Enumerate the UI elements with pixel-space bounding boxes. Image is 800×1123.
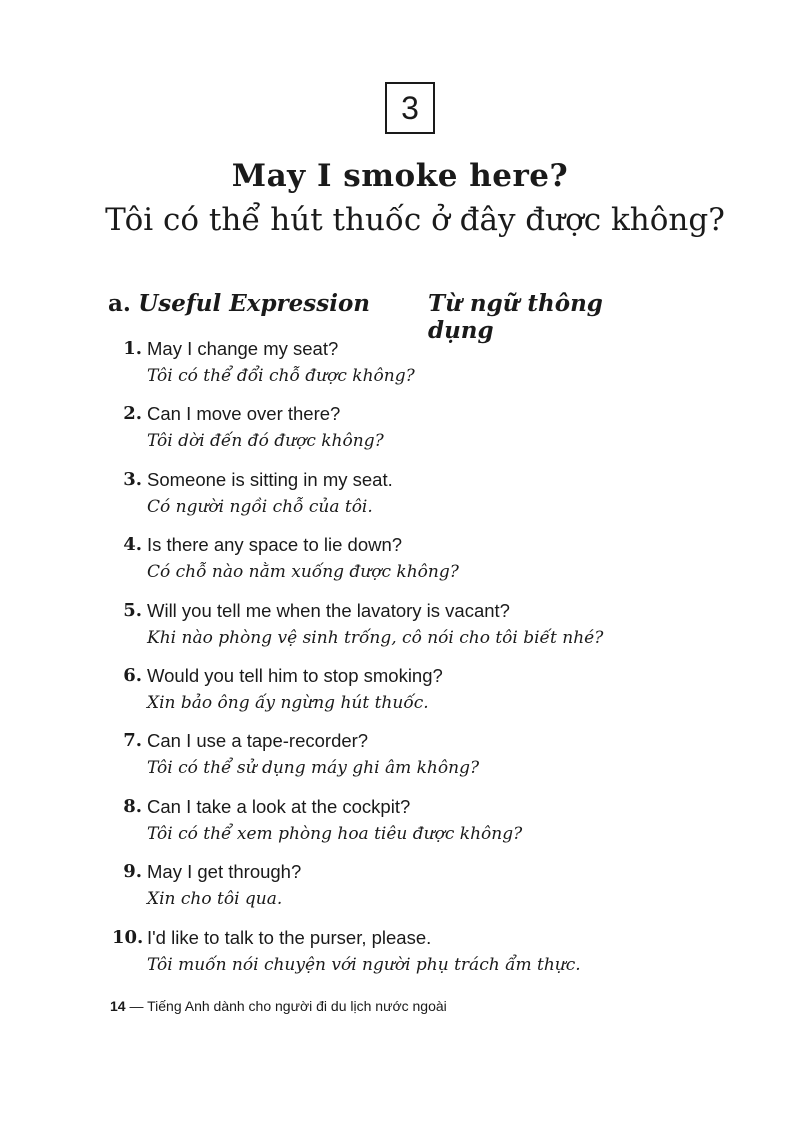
- list-item: [112, 925, 712, 990]
- list-item: [112, 663, 712, 728]
- list-item: [112, 336, 712, 401]
- section-letter: a.: [108, 290, 131, 317]
- vietnamese-translation: Xin bảo ông ấy ngừng hút thuốc.: [147, 692, 429, 713]
- item-number: 10.: [112, 926, 144, 948]
- list-item: [112, 859, 712, 924]
- page-footer: [110, 998, 447, 1014]
- english-phrase: Will you tell me when the lavatory is vacant?: [147, 599, 510, 621]
- english-phrase: May I change my seat?: [147, 338, 339, 359]
- item-number: 9.: [123, 861, 142, 883]
- list-item: [112, 598, 712, 663]
- english-phrase: May I get through?: [147, 861, 302, 883]
- book-title: Tiếng Anh dành cho người đi du lịch nước ngoài: [147, 998, 447, 1014]
- english-phrase: Is there any space to lie down?: [147, 534, 403, 556]
- english-phrase: I'd like to talk to the purser, please.: [147, 926, 432, 948]
- footer-separator: —: [129, 998, 144, 1014]
- vietnamese-translation: Tôi có thể xem phòng hoa tiêu được không?: [147, 823, 523, 844]
- vietnamese-translation: Tôi dời đến đó được không?: [147, 431, 384, 452]
- vietnamese-translation: Tôi có thể sử dụng máy ghi âm không?: [147, 758, 480, 779]
- vietnamese-translation: Có chỗ nào nằm xuống được không?: [147, 562, 459, 583]
- english-phrase: Can I move over there?: [147, 403, 341, 425]
- title-english: May I smoke here?: [231, 158, 569, 194]
- item-number: 8.: [123, 795, 142, 817]
- vietnamese-translation: Tôi có thể đổi chỗ được không?: [147, 366, 415, 386]
- english-phrase: Someone is sitting in my seat.: [147, 468, 393, 490]
- list-item: [112, 532, 712, 597]
- vietnamese-translation: Tôi muốn nói chuyện với người phụ trách ẩm thực.: [147, 954, 581, 975]
- vietnamese-translation: Xin cho tôi qua.: [147, 889, 283, 910]
- section-title-vietnamese: Từ ngữ thông dụng: [428, 290, 603, 344]
- english-phrase: Would you tell him to stop smoking?: [147, 664, 443, 686]
- item-number: 2.: [123, 403, 142, 425]
- item-number: 3.: [123, 468, 142, 490]
- item-number: 1.: [123, 338, 142, 359]
- chapter-number-box: 3: [385, 82, 435, 134]
- section-heading: [108, 290, 668, 344]
- item-number: 6.: [123, 664, 142, 686]
- page-number: 14: [110, 998, 126, 1014]
- vietnamese-translation: Khi nào phòng vệ sinh trống, cô nói cho tôi biết nhé?: [147, 627, 604, 648]
- section-title-english: Useful Expression: [138, 290, 371, 317]
- english-phrase: Can I take a look at the cockpit?: [147, 795, 411, 817]
- list-item: [112, 728, 712, 793]
- item-number: 5.: [123, 599, 142, 621]
- english-phrase: Can I use a tape-recorder?: [147, 730, 369, 752]
- item-number: 7.: [123, 730, 142, 752]
- item-number: 4.: [123, 534, 142, 556]
- vietnamese-translation: Có người ngồi chỗ của tôi.: [147, 496, 373, 517]
- expression-list: [112, 336, 712, 990]
- list-item: [112, 794, 712, 859]
- list-item: [112, 467, 712, 532]
- list-item: [112, 401, 712, 466]
- title-vietnamese: Tôi có thể hút thuốc ở đây được không?: [105, 202, 725, 238]
